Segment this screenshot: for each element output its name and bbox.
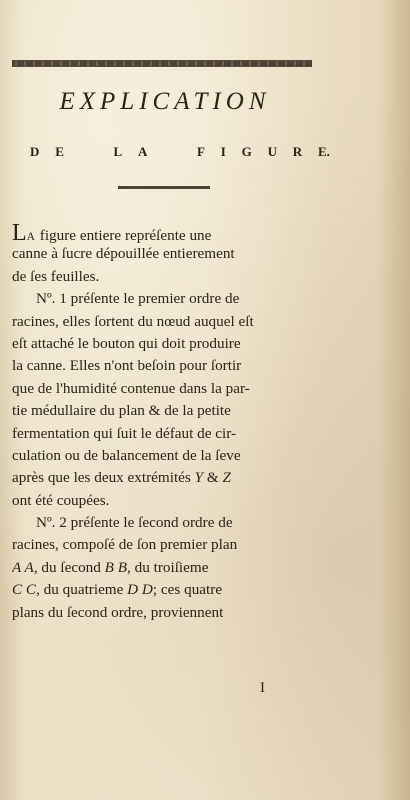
text-line: racines, compoſé de ſon premier plan xyxy=(12,536,238,554)
subheading-letter: G xyxy=(241,144,252,159)
figure-letter: Z xyxy=(222,469,231,487)
page-heading: EXPLICATION xyxy=(59,88,271,115)
figure-letter: Y xyxy=(194,469,204,487)
line-text: ; ces quatre xyxy=(152,581,223,599)
text-line xyxy=(12,467,342,489)
line-text: après que les deux extrémités xyxy=(12,469,195,487)
text-line: la canne. Elles n'ont beſoin pour ſortir xyxy=(12,357,242,375)
subheading-letter: I xyxy=(220,144,226,159)
body-text xyxy=(12,221,342,624)
text-line: racines, elles ſortent du nœud auquel eſt xyxy=(12,312,254,330)
small-caps: A xyxy=(26,231,36,243)
line-text: figure entiere repréſente une xyxy=(35,227,212,244)
subheading-letter: E xyxy=(55,144,64,159)
line-text: , du quatrieme xyxy=(36,581,128,599)
text-line: culation ou de balancement de la ſeve xyxy=(12,446,241,464)
text-line: que de l'humidité contenue dans la par- xyxy=(12,379,250,397)
page-subheading xyxy=(30,144,330,160)
subheading-letter: A xyxy=(137,144,148,159)
subheading-letter: F xyxy=(197,144,205,159)
subheading-letter: U xyxy=(267,144,277,159)
drop-cap: L xyxy=(12,221,27,244)
figure-letter: C C xyxy=(12,581,37,599)
line-text: , du troiſieme xyxy=(127,558,209,576)
figure-letter: D D xyxy=(127,581,153,599)
subheading-letter: E. xyxy=(317,144,330,159)
text-line: Nº. 2 préſente le ſecond ordre de xyxy=(36,514,233,532)
line-text: , du ſecond xyxy=(33,558,105,576)
top-ornamental-rule xyxy=(12,60,312,67)
figure-letter: B B xyxy=(104,558,128,576)
text-line xyxy=(12,557,342,579)
text-line: de ſes feuilles. xyxy=(12,267,100,285)
subheading-letter: R xyxy=(292,144,303,159)
subheading-letter: L xyxy=(113,144,123,159)
text-line: ont été coupées. xyxy=(12,491,110,509)
text-line: eſt attaché le bouton qui doit produire xyxy=(12,334,241,352)
text-line: canne à ſucre dépouillée entierement xyxy=(12,245,235,263)
page-number: I xyxy=(260,680,265,696)
text-line xyxy=(12,579,342,601)
text-line: Nº. 1 préſente le premier ordre de xyxy=(36,290,240,308)
text-line: fermentation qui ſuit le défaut de cir- xyxy=(12,424,237,442)
subheading-letter: D xyxy=(30,144,40,159)
text-line xyxy=(12,221,342,243)
text-line: tie médullaire du plan & de la petite xyxy=(12,402,231,420)
short-divider-rule xyxy=(118,186,210,189)
text-line: plans du ſecond ordre, proviennent xyxy=(12,603,224,621)
line-text: & xyxy=(203,469,223,487)
figure-letter: A A xyxy=(12,558,34,576)
